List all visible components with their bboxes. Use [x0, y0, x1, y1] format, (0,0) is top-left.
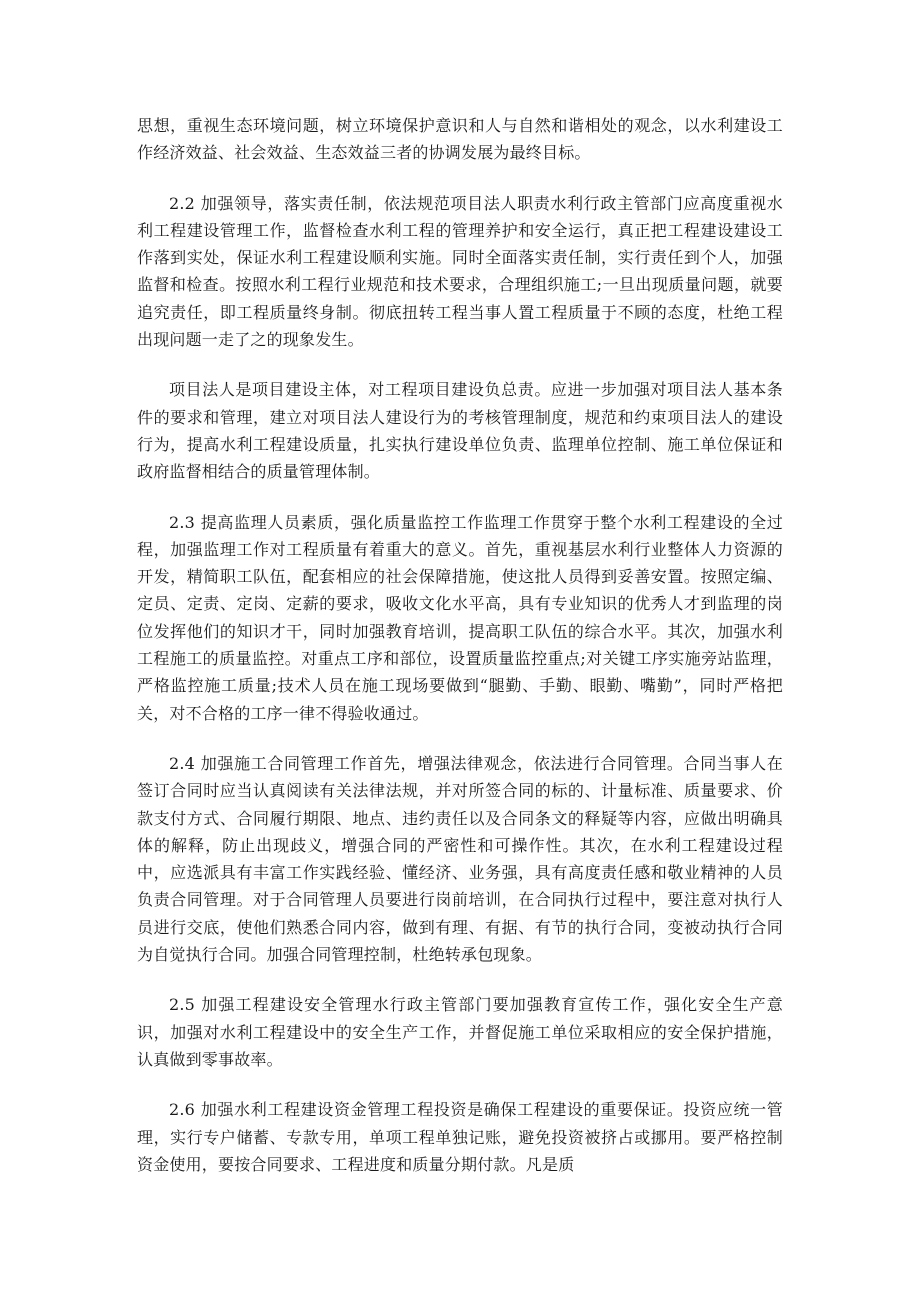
document-page — [137, 112, 783, 1178]
paragraph-section-2-2: 2.2 加强领导，落实责任制，依法规范项目法人职责水利行政主管部门应高度重视水利工程建设管理工作，监督检查水利工程的管理养护和安全运行，真正把工程建设建设工作落到实处，保证水利工程建设顺利实施。同时全面落实责任制，实行责任到个人，加强监督和检查。按照水利工程行业规范和技术要求，合理组织施工;一旦出现质量问题，就要追究责任，即工程质量终身制。彻底扭转工程当事人置工程质量于不顾的态度，杜绝工程出现问题一走了之的现象发生。 — [137, 193, 783, 350]
paragraph-section-2-3: 2.3 提高监理人员素质，强化质量监控工作监理工作贯穿于整个水利工程建设的全过程，加强监理工作对工程质量有着重大的意义。首先，重视基层水利行业整体人力资源的开发，精简职工队伍，配套相应的社会保障措施，使这批人员得到妥善安置。按照定编、定员、定责、定岗、定薪的要求，吸收文化水平高，具有专业知识的优秀人才到监理的岗位发挥他们的知识才干，同时加强教育培训，提高职工队伍的综合水平。其次，加强水利工程施工的质量监控。对重点工序和部位，设置质量监控重点;对关键工序实施旁站监理，严格监控施工质量;技术人员在施工现场要做到“腿勤、手勤、眼勤、嘴勤”，同时严格把关，对不合格的工序一律不得验收通过。 — [137, 512, 783, 723]
paragraph-section-2-4: 2.4 加强施工合同管理工作首先，增强法律观念，依法进行合同管理。合同当事人在签订合同时应当认真阅读有关法律法规，并对所签合同的标的、计量标准、质量要求、价款支付方式、合同履行期限、地点、违约责任以及合同条文的释疑等内容，应做出明确具体的解释，防止出现歧义，增强合同的严密性和可操作性。其次，在水利工程建设过程中，应选派具有丰富工作实践经验、懂经济、业务强，具有高度责任感和敬业精神的人员负责合同管理。对于合同管理人员要进行岗前培训，在合同执行过程中，要注意对执行人员进行交底，使他们熟悉合同内容，做到有理、有据、有节的执行合同，变被动执行合同为自觉执行合同。加强合同管理控制，杜绝转承包现象。 — [137, 753, 783, 965]
paragraph-project-legal-person: 项目法人是项目建设主体，对工程项目建设负总责。应进一步加强对项目法人基本条件的要求和管理，建立对项目法人建设行为的考核管理制度，规范和约束项目法人的建设行为，提高水利工程建设质量，扎实执行建设单位负责、监理单位控制、施工单位保证和政府监督相结合的质量管理体制。 — [137, 380, 783, 482]
paragraph-continuation: 思想，重视生态环境问题，树立环境保护意识和人与自然和谐相处的观念，以水利建设工作经济效益、社会效益、生态效益三者的协调发展为最终目标。 — [137, 116, 783, 163]
paragraph-section-2-6: 2.6 加强水利工程建设资金管理工程投资是确保工程建设的重要保证。投资应统一管理，实行专户储蓄、专款专用，单项工程单独记账，避免投资被挤占或挪用。要严格控制资金使用，要按合同要求、工程进度和质量分期付款。凡是质 — [137, 1100, 783, 1174]
paragraph-section-2-5: 2.5 加强工程建设安全管理水行政主管部门要加强教育宣传工作，强化安全生产意识，加强对水利工程建设中的安全生产工作，并督促施工单位采取相应的安全保护措施，认真做到零事故率。 — [137, 995, 783, 1069]
